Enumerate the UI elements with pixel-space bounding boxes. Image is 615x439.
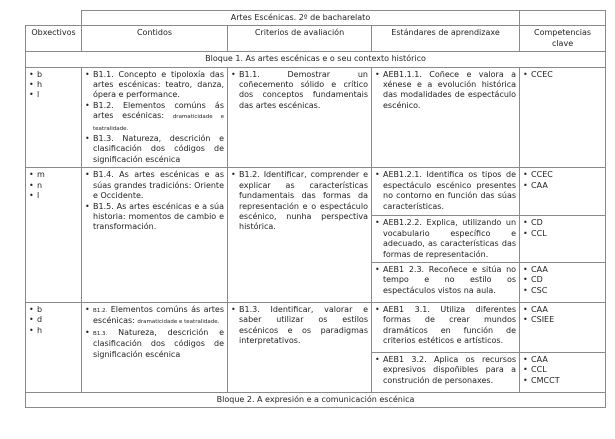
objective-item: • h — [29, 326, 78, 336]
competence-item: • CD — [523, 218, 602, 228]
standard-item: • AEB1 3.2. Aplica os recursos expresivos dispoñibles para a construción de personaxes. — [375, 355, 516, 386]
objective-item: • d — [29, 315, 78, 325]
header-objectives: Obxectivos — [26, 26, 82, 52]
corner-blank — [26, 11, 82, 26]
objective-item: • n — [29, 181, 78, 191]
competence-item: • CCL — [523, 365, 602, 375]
objective-item: • b — [29, 70, 78, 80]
row3-standard-2 — [372, 352, 520, 392]
header-criteria: Criterios de avaliación — [228, 26, 372, 52]
row2-competences-1 — [520, 168, 606, 216]
competence-item: • CCEC — [523, 170, 602, 180]
row3-standard-1 — [372, 302, 520, 352]
row2-contents — [82, 168, 228, 303]
row1-objectives — [26, 67, 82, 168]
content-item: • B1.4. As artes escénicas e as súas grandes tradicións: Oriente e Occidente. — [85, 170, 224, 201]
competence-item: • CCL — [523, 229, 602, 239]
row2-objectives — [26, 168, 82, 303]
objective-item: • m — [29, 170, 78, 180]
standard-item: • AEB1 2.3. Recoñece e sitúa no tempo e no estilo os espectáculos vistos na aula. — [375, 265, 516, 296]
curriculum-table — [25, 10, 606, 408]
row3-competences-1 — [520, 302, 606, 352]
row1-competences — [520, 67, 606, 168]
content-item: • B1.2. Elementos comúns ás artes escénicas: dramaticidade e teatralidade. — [85, 305, 224, 328]
row3-competences-2 — [520, 352, 606, 392]
header-competences: Competencias clave — [520, 26, 606, 52]
header-contents: Contidos — [82, 26, 228, 52]
header-standards: Estándares de aprendizaxe — [372, 26, 520, 52]
competence-item: • CMCCT — [523, 376, 602, 386]
criterion-item: • B1.1. Demostrar un coñecemento sólido e crítico dos conceptos fundamentais das artes escénicas. — [231, 70, 368, 112]
row2-criteria — [228, 168, 372, 303]
standard-item: • AEB1.2.2. Explica, utilizando un vocabulario específico e adecuado, as características das formas de representación. — [375, 218, 516, 260]
competence-item: • CCEC — [523, 70, 602, 80]
row3-contents — [82, 302, 228, 392]
row1-contents — [82, 67, 228, 168]
row1-criteria — [228, 67, 372, 168]
competence-item: • CAA — [523, 355, 602, 365]
row2-standard-3 — [372, 262, 520, 302]
objective-item: • l — [29, 191, 78, 201]
title-right-blank — [520, 11, 606, 26]
content-item: • B1.3. Natureza, descrición e clasificación dos códigos de significación escénica — [85, 134, 224, 165]
competence-item: • CSC — [523, 286, 602, 296]
competence-item: • CD — [523, 275, 602, 285]
row2-competences-3 — [520, 262, 606, 302]
competence-item: • CAA — [523, 305, 602, 315]
standard-item: • AEB1.1.1. Coñece e valora a xénese e a evolución histórica das modalidades de espectáculo escénico. — [375, 70, 516, 112]
content-item: • B1.1. Concepto e tipoloxía das artes escénicas: teatro, danza, ópera e performance. — [85, 70, 224, 101]
standard-item: • AEB1.2.1. Identifica os tipos de espectáculo escénico presentes no contorno en función das súas características. — [375, 170, 516, 212]
content-item: • B1.2. Elementos comúns ás artes escénicas: dramaticidade e teatralidade. — [85, 101, 224, 134]
block1-title: Bloque 1. As artes escénicas e o seu contexto histórico — [26, 52, 606, 67]
row3-criteria — [228, 302, 372, 392]
competence-item: • CAA — [523, 265, 602, 275]
criterion-item: • B1.2. Identificar, comprender e explicar as características fundamentais das formas da representación e o espectáculo escénico, nunha perspectiva histórica. — [231, 170, 368, 232]
table-title: Artes Escénicas. 2º de bacharelato — [82, 11, 520, 26]
objective-item: • h — [29, 80, 78, 90]
standard-item: • AEB1 3.1. Utiliza diferentes formas de crear mundos dramáticos en función de criterios estéticos e artísticos. — [375, 305, 516, 347]
objective-item: • l — [29, 90, 78, 100]
competence-item: • CAA — [523, 181, 602, 191]
row3-objectives — [26, 302, 82, 392]
objective-item: • b — [29, 305, 78, 315]
content-item: • B1.3. Natureza, descrición e clasificación dos códigos de significación escénica — [85, 328, 224, 360]
block2-title: Bloque 2. A expresión e a comunicación escénica — [26, 392, 606, 407]
row1-standard — [372, 67, 520, 168]
row2-competences-2 — [520, 216, 606, 263]
row2-standard-1 — [372, 168, 520, 216]
criterion-item: • B1.3. Identificar, valorar e saber utilizar os estilos escénicos e os paradigmas interpretativos. — [231, 305, 368, 347]
competence-item: • CSIEE — [523, 315, 602, 325]
row2-standard-2 — [372, 216, 520, 263]
content-item: • B1.5. As artes escénicas e a súa historia: momentos de cambio e transformación. — [85, 202, 224, 233]
